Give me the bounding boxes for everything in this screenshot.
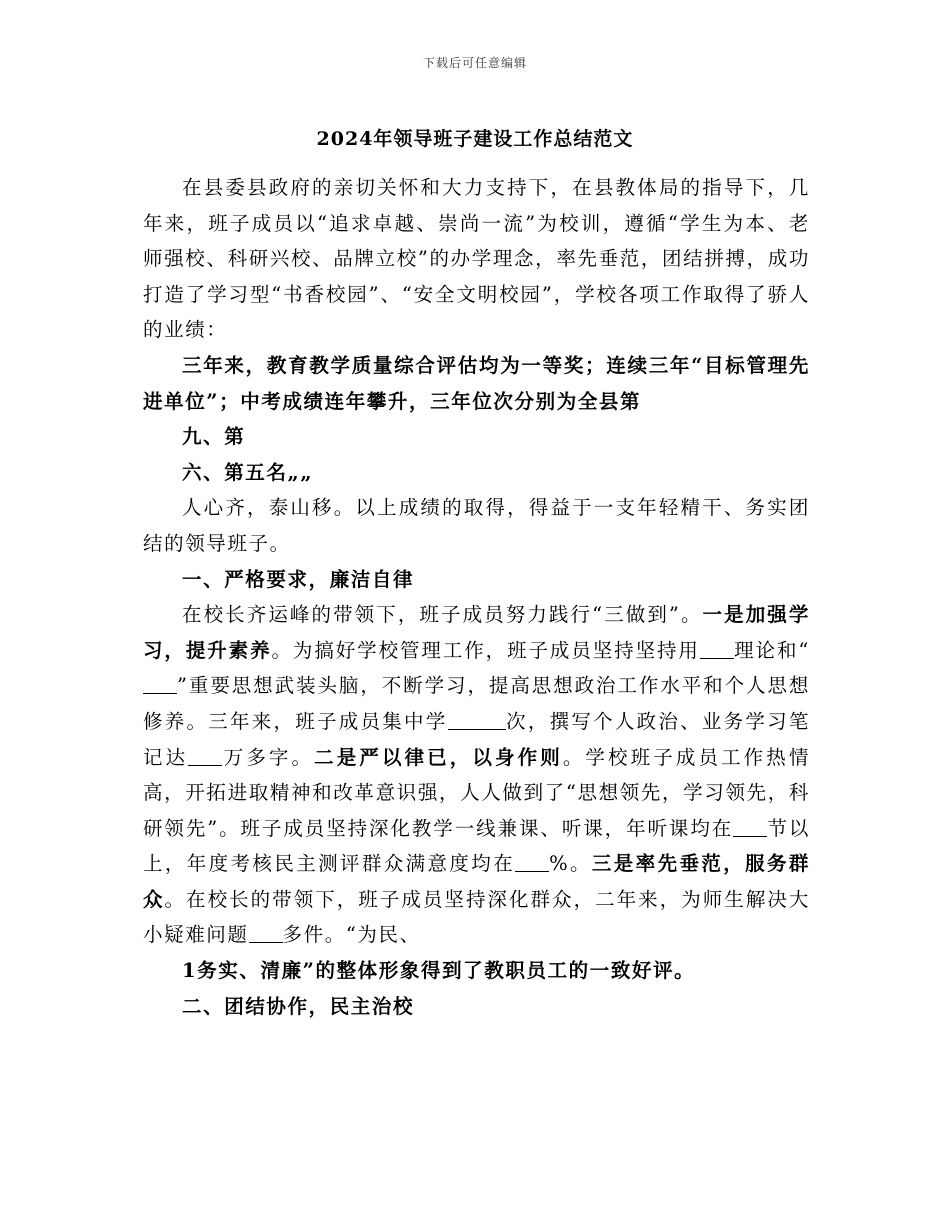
document-body [143,170,810,1024]
bold-point-3: 三是率先垂范，服务群众 [143,852,810,911]
text-span: 。在校长的带领下，班子成员坚持深化群众，二年来，为师生解决大小疑难问题 [143,887,810,947]
text-span: 多件。“为民、 [282,923,421,947]
header-note: 下载后可任意编辑 [422,56,527,70]
text-span: %。 [549,852,592,876]
text-span: 。为搞好学校管理工作，班子成员坚持坚持用 [271,638,700,662]
fill-blank [143,674,177,695]
paragraph-self-discipline [143,597,810,953]
text-span: 理论和“ [733,638,810,662]
paragraph-achievements: 三年来，教育教学质量综合评估均为一等奖；连续三年“目标管理先进单位”；中考成绩连年攀升，三年位次分别为全县第 [143,353,810,413]
fill-blank [448,709,506,730]
section-heading-1: 一、严格要求，廉洁自律 [182,567,415,591]
text-span: ”重要思想武装头脑，不断学习，提高思想政治工作水平和个人思想修养。三年来，班子成员集中学 [143,674,810,733]
paragraph-intro: 在县委县政府的亲切关怀和大力支持下，在县教体局的指导下，几年来，班子成员以“追求卓越、崇尚一流”为校训，遵循“学生为本、老师强校、科研兴校、品牌立校”的办学理念，率先垂范，团结拼搏，成功打造了学习型“书香校园”、“安全文明校园”，学校各项工作取得了骄人的业绩： [143,176,810,342]
fill-blank [249,923,283,944]
text-span: 。学校班子成员工作热情高，开拓进取精神和改革意识强，人人做到了“思想领先，学习领先，科研领先”。班子成员坚持深化教学一线兼课、听课，年听课均在 [143,745,810,840]
fill-blank [733,816,767,837]
section-heading-2: 二、团结协作，民主治校 [182,994,415,1018]
paragraph-image: 1务实、清廉”的整体形象得到了教职员工的一致好评。 [182,959,696,983]
paragraph-rank-fragment-1: 九、第 [182,425,246,449]
document-title: 2024年领导班子建设工作总结范文 [316,128,634,150]
paragraph-rank-fragment-2: 六、第五名„„ [182,460,314,484]
fill-blank [515,852,549,873]
text-span: 次，撰写个人政治、业务学习笔记达 [143,709,810,769]
text-span: 万多字。 [222,745,315,769]
bold-point-1: 一是加强学习，提升素养 [143,603,810,662]
fill-blank [188,745,222,766]
bold-point-2: 二是严以律已，以身作则 [314,745,563,769]
text-span: 节以上，年度考核民主测评群众满意度均在 [143,816,810,876]
paragraph-team: 人心齐，泰山移。以上成绩的取得，得益于一支年轻精干、务实团结的领导班子。 [143,496,810,555]
text-span: 在校长齐运峰的带领下，班子成员努力践行“三做到”。 [182,603,703,627]
fill-blank [700,638,734,659]
